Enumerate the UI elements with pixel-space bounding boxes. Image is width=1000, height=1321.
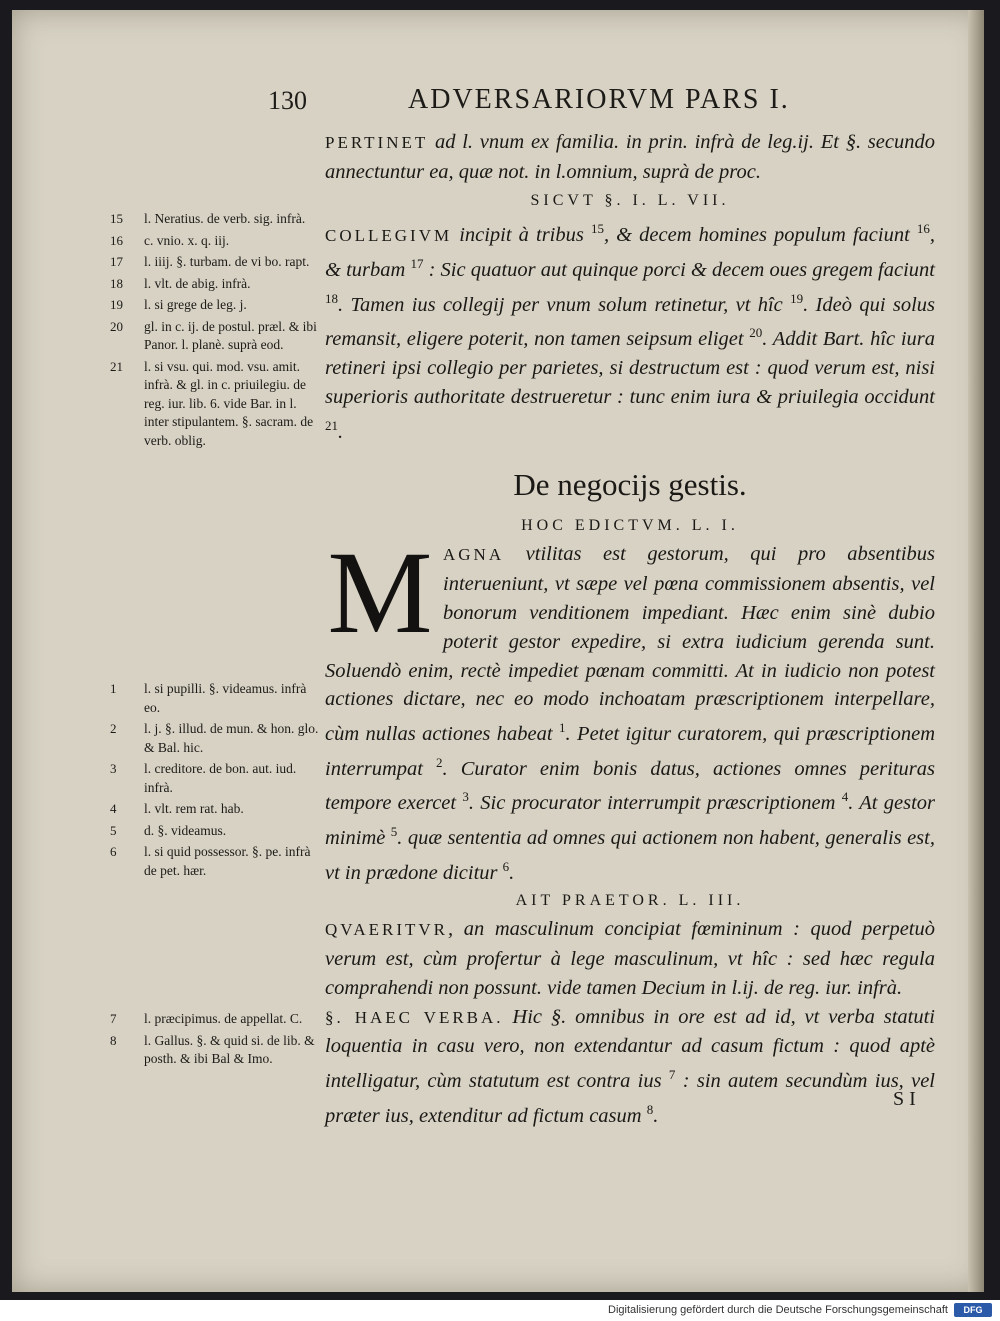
running-title: ADVERSARIORVM PARS I. — [408, 84, 790, 115]
section-title: De negocijs gestis. — [513, 467, 747, 503]
margin-note: 20 gl. in c. ij. de postul. præl. & ibi Panor. l. planè. suprà eod. — [110, 318, 317, 352]
margin-note: 6 l. si quid possessor. §. pe. infrà de pet. hær. — [110, 844, 311, 878]
page-edge — [968, 10, 984, 1292]
quaeritur-paragraph: QVAERITVR, an masculinum concipiat fœmininum : quod perpetuò verum est, cùm profertur à lege masculinum, vt hîc : sed hæc regula comprahendi non possunt. vide tamen Decium in l.ij. de reg. iur. infrà. — [325, 918, 935, 999]
margin-note: 17 l. iiij. §. turbam. de vi bo. rapt. — [110, 254, 310, 269]
margin-note: 3 l. creditore. de bon. aut. iud. infrà. — [110, 761, 297, 795]
margin-note: 5 d. §. videamus. — [110, 822, 227, 838]
dfg-logo-icon: DFG — [954, 1303, 992, 1317]
margin-notes-top — [110, 210, 320, 453]
margin-note: 1 l. si pupilli. §. videamus. infrà eo. — [110, 681, 307, 715]
margin-note: 15 l. Neratius. de verb. sig. infrà. — [110, 211, 306, 226]
margin-note: 7 l. præcipimus. de appellat. C. — [110, 1011, 303, 1026]
drop-cap: M — [327, 527, 433, 659]
margin-note: 4 l. vlt. rem rat. hab. — [110, 801, 244, 816]
signature-mark: S I — [893, 1088, 916, 1110]
margin-note: 18 l. vlt. de abig. infrà. — [110, 275, 251, 291]
negocijs-block — [325, 527, 935, 887]
rubric-hoc-edictum: HOC EDICTVM. L. I. — [521, 517, 739, 535]
negocijs-paragraph: AGNA vtilitas est gestorum, qui pro absentibus interueniunt, vt sæpe vel pœna commissionem absentis, vel bonorum venditionem impediant. Hæc enim sinè dubio poterit gestor expedire, si extra iudicium gerenda sunt. Soluendò enim, rectè impediet pœnam committi. At in iudicio non potest actiones dictare, nec eo modo inchoatam præscriptionem interpellare, cùm nullas actiones habeat $^1$. Petet igitur curatorem, qui præscriptionem interrumpat $^2$. Curator enim bonis datus, actiones omnes perituras tempore exercet $^3$. Sic procurator interrumpit præscriptionem $^4$. At gestor minimè $^5$. quæ sententia ad omnes qui actionem non habent, generalis est, vt in prædone dicitur $^6$. — [325, 543, 935, 884]
margin-note: 8 l. Gallus. §. & quid si. de lib. & posth. & ibi Bal & Imo. — [110, 1032, 315, 1066]
margin-note: 2 l. j. §. illud. de mun. & hon. glo. & Bal. hic. — [110, 721, 319, 755]
page-number: 130 — [268, 86, 307, 115]
main-text — [325, 128, 935, 1130]
intro-paragraph: PERTINET ad l. vnum ex familia. in prin. infrà de leg.ij. Et §. secundo annectuntur ea, quæ not. in l.omnium, suprà de proc. — [325, 131, 935, 183]
rubric-sicut: SICVT §. I. L. VII. — [530, 191, 730, 209]
rubric-ait-praetor: AIT PRAETOR. L. III. — [515, 892, 745, 910]
footer-credit: Digitalisierung gefördert durch die Deutsche Forschungsgemeinschaft — [608, 1304, 948, 1316]
margin-note: 16 c. vnio. x. q. iij. — [110, 232, 230, 248]
margin-note: 19 l. si grege de leg. j. — [110, 297, 247, 312]
footer-bar — [0, 1300, 1000, 1321]
margin-notes-mid — [110, 680, 320, 883]
haec-verba-paragraph: §. HAEC VERBA. Hic §. omnibus in ore est ad id, vt verba statuti loquentia in casu vero, non extendantur ad casum fictum : quod aptè intelligatur, cùm statutum est contra ius $^7$ : sin autem secundùm ius, vel præter ius, extenditur ad fictum casum $^8$. — [325, 1005, 935, 1127]
margin-notes-bottom — [110, 1010, 320, 1072]
page-header — [268, 80, 868, 130]
margin-note: 21 l. si vsu. qui. mod. vsu. amit. infrà. & gl. in c. priuilegiu. de reg. iur. lib. 6. vide Bar. in l. inter stipulantem. §. sacram. de verb. oblig. — [110, 358, 314, 448]
collegium-paragraph: COLLEGIVM incipit à tribus $^{15}$, & decem homines populum faciunt $^{16}$, & turbam $^{17}$ : Sic quatuor aut quinque porci & decem oues gregem faciunt $^{18}$. Tamen ius collegij per vnum solum retinetur, vt hîc $^{19}$. Ideò qui solus remansit, eligere poterit, non tamen seipsum eliget $^{20}$. Addit Bart. hîc iura retineri ipsi collegio per parietes, si destructum est : quod verum est, nisi superioris authoritate destrueretur : tunc enim iura & priuilegia occidunt $^{21}$. — [325, 220, 936, 443]
